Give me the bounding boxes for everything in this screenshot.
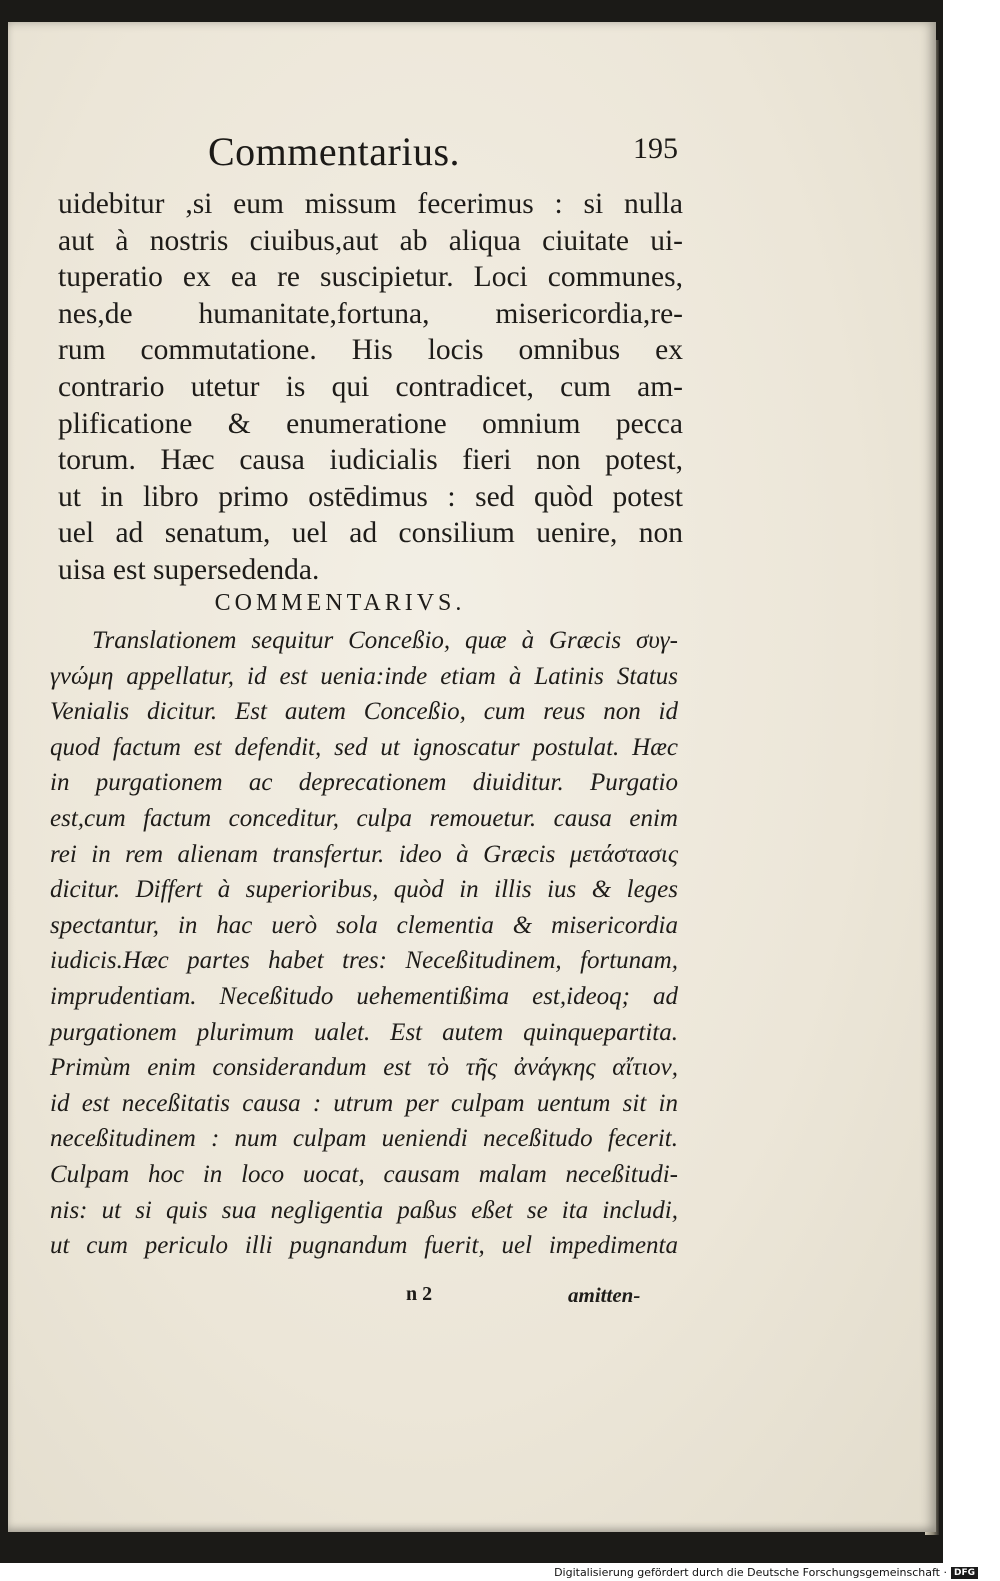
commentary-line: rei in rem alienam transfertur. ideo à Græcis μετάστασις	[50, 840, 678, 868]
commentary-line: dicitur. Differt à superioribus, quòd in illis ius & leges	[50, 876, 678, 904]
catchword: amitten-	[568, 1283, 641, 1307]
page-header	[208, 128, 678, 178]
text-line: tuperatio ex ea re suscipietur. Loci communes,	[58, 261, 683, 294]
signature-mark: n 2	[406, 1283, 433, 1305]
commentary-line: est,cum factum conceditur, culpa remouetur. causa enim	[50, 804, 678, 832]
text-line: aut à nostris ciuibus,aut ab aliqua ciuitate ui-	[58, 224, 683, 257]
commentary-line: nis: ut si quis sua negligentia paßus eßet se ita includi,	[50, 1196, 678, 1224]
text-line: uidebitur ,si eum missum fecerimus : si nulla	[58, 188, 683, 220]
commentary-line: spectantur, in hac uerò sola clementia & misericordia	[50, 911, 678, 939]
section-heading	[0, 590, 1000, 617]
text-line: rum commutatione. His locis omnibus ex	[58, 334, 683, 367]
commentary-line: imprudentiam. Neceßitudo uehementißima est,ideoq; ad	[50, 982, 678, 1010]
commentary-line: quod factum est defendit, sed ut ignoscatur postulat. Hæc	[50, 733, 678, 761]
text-line: uisa est supersedenda.	[58, 553, 320, 586]
running-title: Commentarius.	[208, 129, 461, 174]
commentary-line: in purgationem ac deprecationem diuiditur. Purgatio	[50, 769, 678, 797]
text-line: nes,de humanitate,fortuna, misericordia,re-	[58, 297, 683, 330]
page-number: 195	[633, 132, 678, 165]
commentary-text	[50, 623, 678, 1264]
credit-text: Digitalisierung gefördert durch die Deutsche Forschungsgemeinschaft ·	[554, 1566, 947, 1579]
text-line: plificatione & enumeratione omnium pecca	[58, 407, 683, 440]
commentary-line: Primùm enim considerandum est τὸ τῆς ἀνάγκης αἴτιον,	[50, 1054, 678, 1082]
main-text	[58, 186, 683, 589]
commentary-line: Venialis dicitur. Est autem Conceßio, cum reus non id	[50, 698, 678, 726]
commentary-line: iudicis.Hæc partes habet tres: Neceßitudinem, fortunam,	[50, 947, 678, 975]
commentary-line: ut cum periculo illi pugnandum fuerit, uel impedimenta	[50, 1232, 678, 1260]
dfg-logo: DFG	[951, 1567, 978, 1579]
text-line: torum. Hæc causa iudicialis fieri non potest,	[58, 444, 683, 477]
digitization-credit	[554, 1566, 978, 1579]
text-line: uel ad senatum, uel ad consilium uenire, non	[58, 517, 683, 550]
commentary-line: id est neceßitatis causa : utrum per culpam uentum sit in	[50, 1089, 678, 1117]
commentary-line: neceßitudinem : num culpam ueniendi neceßitudo fecerit.	[50, 1125, 678, 1153]
commentary-line: γνώμη appellatur, id est uenia:inde etiam à Latinis Status	[50, 662, 678, 690]
commentary-line: purgationem plurimum ualet. Est autem quinquepartita.	[50, 1018, 678, 1046]
text-line: contrario utetur is qui contradicet, cum am-	[58, 370, 683, 403]
commentary-line: Culpam hoc in loco uocat, causam malam neceßitudi-	[50, 1160, 678, 1188]
text-line: ut in libro primo ostēdimus : sed quòd potest	[58, 480, 683, 513]
section-heading-text: COMMENTARIVS.	[214, 590, 466, 616]
commentary-line: Translationem sequitur Conceßio, quæ à Græcis συγ-	[92, 627, 678, 654]
